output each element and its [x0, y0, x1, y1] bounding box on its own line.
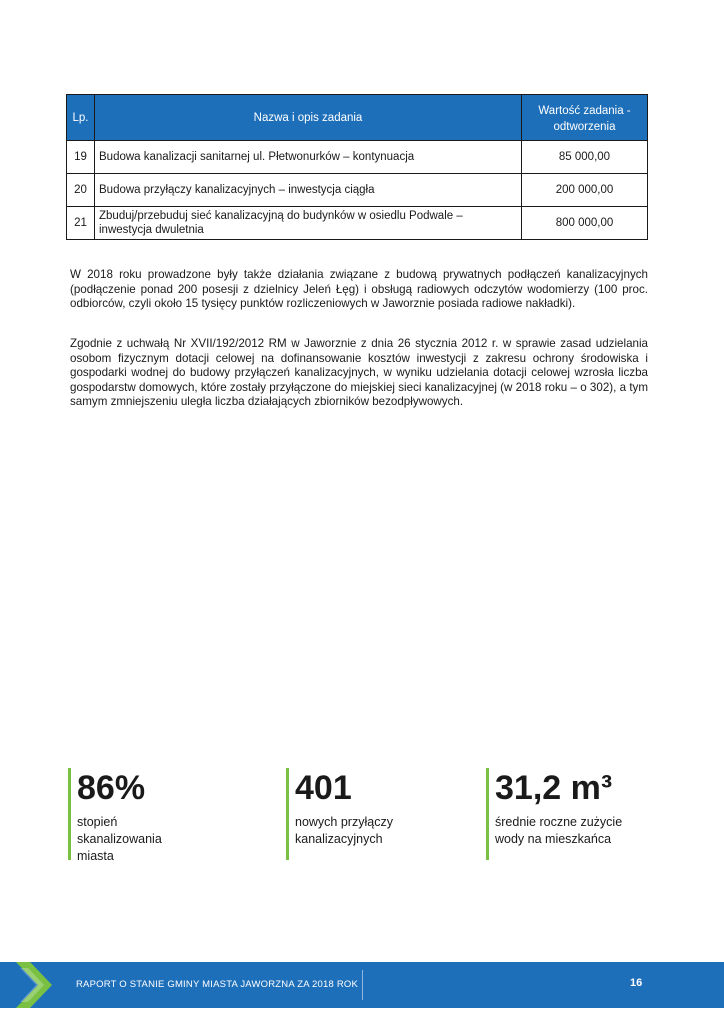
- stat-value: 86%: [77, 769, 146, 807]
- stat-value: 401: [295, 769, 352, 807]
- stat-label-line: wody na mieszkańca: [495, 832, 612, 846]
- stat-label-line: nowych przyłączy: [295, 815, 393, 829]
- stat-label: [495, 814, 646, 848]
- table-row: [67, 207, 648, 240]
- row-value: 200 000,00: [522, 174, 648, 207]
- stat-label-line: miasta: [77, 849, 114, 863]
- footer-title: RAPORT O STANIE GMINY MIASTA JAWORZNA ZA 2018 ROK: [76, 979, 359, 990]
- row-value: 85 000,00: [522, 141, 648, 174]
- paragraph-connections: W 2018 roku prowadzone były także działania związane z budową prywatnych podłączeń kanalizacyjnych (podłączenie ponad 200 posesji z dzielnicy Jeleń Łęg) i obsługą radiowych odczytów wodomierzy (100 proc. odbiorców, czyli około 15 tysięcy punktów rozliczeniowych w Jaworznie posiada radiowe nakładki).: [70, 268, 648, 311]
- row-name: Budowa przyłączy kanalizacyjnych – inwestycja ciągła: [95, 174, 522, 207]
- stat-value: 31,2 m³: [495, 769, 613, 807]
- stat-sewerage-rate: [68, 768, 208, 863]
- page-number: 16: [630, 977, 643, 989]
- header-value: [522, 95, 648, 141]
- stat-label: [295, 814, 436, 848]
- row-lp: 20: [67, 174, 95, 207]
- chevron-right-icon: [0, 962, 60, 1008]
- row-lp: 21: [67, 207, 95, 240]
- tasks-table: [66, 94, 648, 240]
- stat-label: [77, 814, 208, 865]
- stat-label-line: kanalizacyjnych: [295, 832, 383, 846]
- row-name: Zbuduj/przebuduj sieć kanalizacyjną do budynków w osiedlu Podwale – inwestycja dwuletnia: [95, 207, 522, 240]
- stat-label-line: skanalizowania: [77, 832, 162, 846]
- stat-new-connections: [286, 768, 436, 860]
- row-value: 800 000,00: [522, 207, 648, 240]
- header-name: Nazwa i opis zadania: [95, 95, 522, 141]
- page-footer: [0, 962, 724, 1008]
- header-value-line1: Wartość zadania -: [538, 104, 631, 117]
- header-value-line2: odtworzenia: [553, 120, 616, 133]
- tasks-table-container: [66, 94, 648, 240]
- stat-water-usage: [486, 768, 646, 860]
- table-row: [67, 141, 648, 174]
- row-lp: 19: [67, 141, 95, 174]
- header-lp: Lp.: [67, 95, 95, 141]
- row-name: Budowa kanalizacji sanitarnej ul. Płetwonurków – kontynuacja: [95, 141, 522, 174]
- table-row: [67, 174, 648, 207]
- paragraph-subsidies: Zgodnie z uchwałą Nr XVII/192/2012 RM w Jaworznie z dnia 26 stycznia 2012 r. w sprawie zasad udzielania osobom fizycznym dotacji celowej na dofinansowanie kosztów inwestycji z zakresu ochrony środowiska i gospodarki wodnej do budowy przyłączeń kanalizacyjnych, w wyniku udzielania dotacji celowej wzrosła liczba gospodarstw domowych, które zostały przyłączone do miejskiej sieci kanalizacyjnej (w 2018 roku – o 302), a tym samym zmniejszeniu uległa liczba działających zbiorników bezodpływowych.: [70, 337, 648, 409]
- stat-label-line: stopień: [77, 815, 118, 829]
- footer-divider: [362, 970, 363, 1000]
- table-header-row: [67, 95, 648, 141]
- stat-label-line: średnie roczne zużycie: [495, 815, 623, 829]
